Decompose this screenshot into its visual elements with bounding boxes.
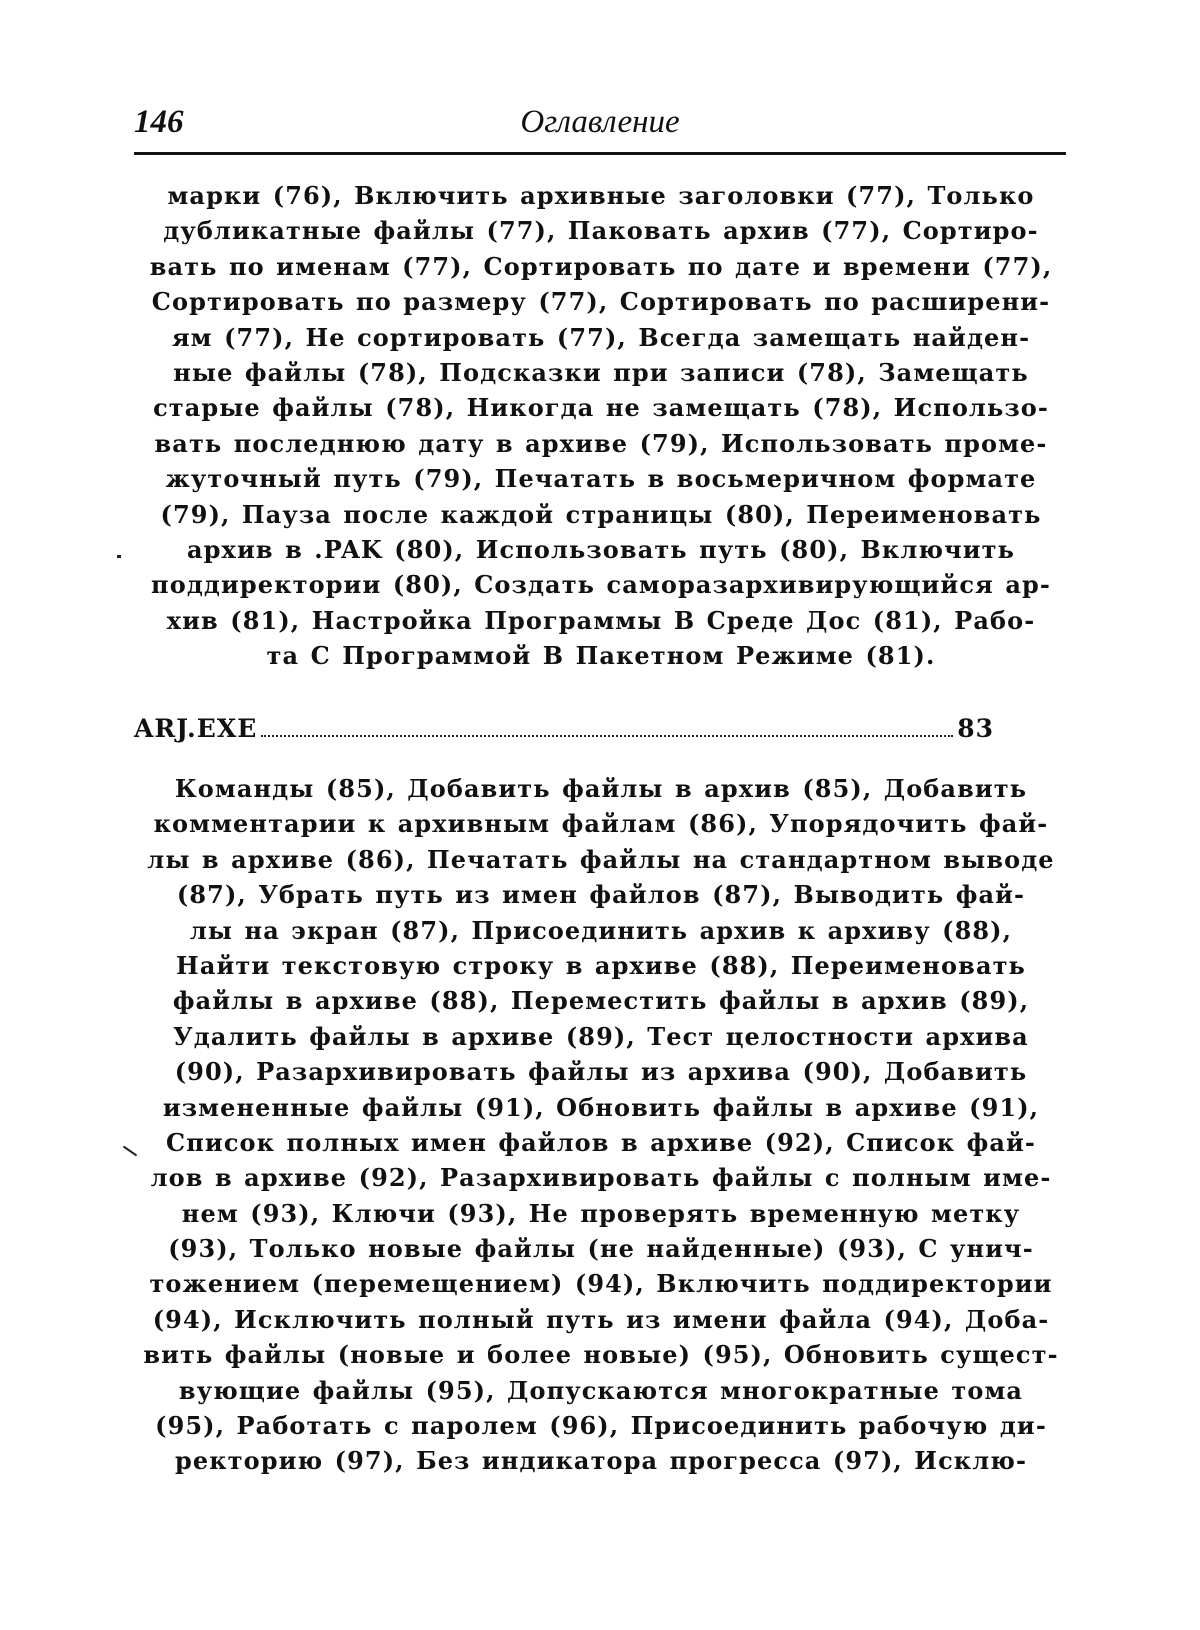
text-line: вать по именам (77), Сортировать по дате и времени (77), (149, 251, 1053, 281)
running-title: Оглавление (520, 104, 680, 140)
text-line: жуточный путь (79), Печатать в восьмеричном формате (165, 464, 1037, 494)
toc-entry-title: ARJ.EXE (134, 714, 258, 743)
text-line: вить файлы (новые и более новые) (95), Обновить сущест- (143, 1340, 1059, 1370)
text-line: вующие файлы (95), Допускаются многократные тома (178, 1375, 1024, 1405)
contents-paragraph-1 (130, 178, 1072, 673)
text-line: ям (77), Не сортировать (77), Всегда замещать найден- (171, 322, 1031, 352)
text-line: измененные файлы (91), Обновить файлы в архиве (91), (162, 1092, 1040, 1122)
text-line: та С Программой В Пакетном Режиме (81). (266, 641, 936, 671)
text-line: лов в архиве (92), Разархивировать файлы с полным име- (150, 1163, 1052, 1193)
text-line: марки (76), Включить архивные заголовки (77), Только (167, 181, 1035, 210)
text-line: Сортировать по размеру (77), Сортировать по расширени- (151, 287, 1051, 317)
toc-entry-page: 83 (957, 714, 994, 743)
text-line: дубликатные файлы (77), Паковать архив (77), Сортиро- (163, 216, 1039, 246)
text-line: Список полных имен файлов в архиве (92), Список фай- (166, 1127, 1036, 1157)
text-line: архив в .PAK (80), Использовать путь (80), Включить (187, 534, 1015, 564)
dot-leader (261, 715, 953, 737)
text-line: нем (93), Ключи (93), Не проверять временную метку (181, 1198, 1021, 1228)
text-line: (90), Разархивировать файлы из архива (90), Добавить (174, 1057, 1028, 1087)
text-line: (95), Работать с паролем (96), Присоединить рабочую ди- (155, 1411, 1047, 1441)
text-line: Найти текстовую строку в архиве (88), Переименовать (176, 950, 1026, 980)
text-line: тожением (перемещением) (94), Включить поддиректории (149, 1269, 1053, 1299)
text-line: лы в архиве (86), Печатать файлы на стандартном выводе (147, 844, 1055, 874)
text-line: ректорию (97), Без индикатора прогресса (97), Исклю- (174, 1446, 1028, 1476)
text-line: (94), Исключить полный путь из имени файла (94), Доба- (152, 1304, 1050, 1334)
text-line: комментарии к архивным файлам (86), Упорядочить фай- (153, 809, 1049, 839)
text-line: хив (81), Настройка Программы В Среде Дос (81), Рабо- (166, 605, 1036, 635)
text-line: (87), Убрать путь из имен файлов (87), Выводить фай- (176, 880, 1026, 910)
text-line: лы на экран (87), Присоединить архив к архиву (88), (189, 915, 1013, 945)
text-line: старые файлы (78), Никогда не замещать (78), Использо- (153, 393, 1049, 423)
text-line: файлы в архиве (88), Переместить файлы в архив (89), (172, 986, 1030, 1016)
page-number: 146 (134, 104, 184, 140)
contents-paragraph-2 (130, 771, 1072, 1479)
scan-speck (117, 555, 121, 558)
text-line: Команды (85), Добавить файлы в архив (85), Добавить (174, 774, 1028, 803)
text-line: (93), Только новые файлы (не найденные) (93), С унич- (168, 1234, 1034, 1264)
text-line: Удалить файлы в архиве (89), Тест целостности архива (173, 1021, 1029, 1051)
text-line: вать последнюю дату в архиве (79), Использовать проме- (154, 428, 1048, 458)
toc-entry-arj-exe (134, 714, 994, 754)
text-line: (79), Пауза после каждой страницы (80), Переименовать (160, 499, 1042, 529)
header-rule (134, 152, 1066, 155)
text-line: поддиректории (80), Создать саморазархивирующийся ар- (151, 570, 1051, 600)
running-head (134, 100, 1066, 144)
text-line: ные файлы (78), Подсказки при записи (78), Замещать (173, 357, 1029, 387)
